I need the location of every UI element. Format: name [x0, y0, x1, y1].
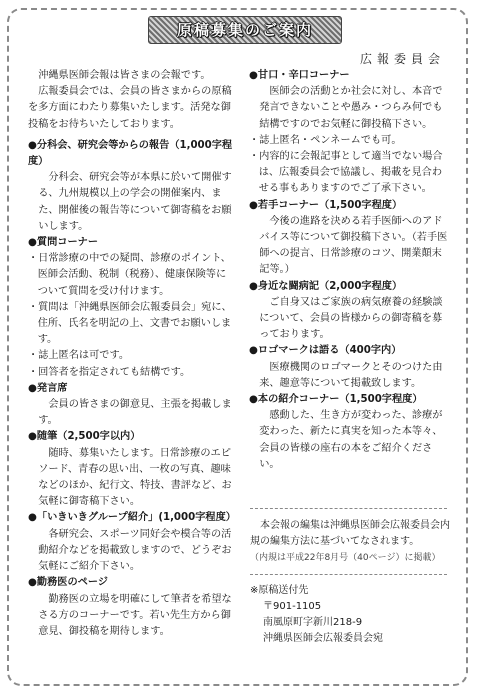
- committee-name: 広報委員会: [359, 52, 445, 66]
- section-heading-illness-record: ●身近な闘病記（2,000字程度）: [249, 280, 403, 292]
- section-heading-hospital-doctor: ●勤務医のページ: [28, 577, 108, 589]
- question-bullet: ・回答者を指定されても結構です。: [28, 366, 191, 378]
- section-body-group-intro: 各研究会、スポーツ同好会や模合等の活動紹介などを掲載致しますので、どうぞお気軽にご紹介下さい。: [38, 528, 232, 573]
- question-bullet: ・誌上匿名は可です。: [28, 350, 130, 362]
- divider: [250, 508, 447, 509]
- mailing-address: [250, 583, 454, 647]
- section-body-branch-report: 分科会、研究会等が本県に於いて開催する、九州規模以上の学会の開催案内、また、開催後の報告等について御寄稿をお願いします。: [38, 172, 232, 232]
- left-column: [28, 68, 236, 640]
- section-heading-questions: ●質問コーナー: [28, 237, 99, 249]
- section-body-opinion: 会員の皆さまの御意見、主張を掲載します。: [38, 399, 232, 427]
- recipient: 沖縄県医師会広報委員会宛: [263, 633, 383, 644]
- postal-code: 〒901-1105: [263, 601, 322, 612]
- editorial-note-ref: （内規は平成22年8月号（40ページ）に掲載）: [250, 553, 441, 563]
- section-body-young-doctors: 今後の進路を決める若手医師へのアドバイス等について御投稿下さい。（若手医師への提言、日常診療のコツ、開業顛末記等。）: [259, 215, 448, 276]
- divider: [250, 574, 447, 575]
- page-title: 原稿募集のご案内: [176, 21, 313, 39]
- section-body-essay: 随時、募集いたします。日常診療のエピソード、青春の思い出、一枚の写真、趣味などのほか、紀行文、特技、書評など、お気軽に御寄稿下さい。: [38, 447, 232, 508]
- question-bullet: ・質問は「沖縄県医師会広報委員会」宛に、住所、氏名を明記の上、文書でお願いします。: [28, 301, 232, 346]
- sweet-spicy-bullet: ・内容的に会報記事として適当でない場合は、広報委員会で協議し、掲載を見合わせる事もありますのでご了承下さい。: [249, 151, 443, 195]
- section-heading-logo-mark: ●ロゴマークは語る（400字内）: [249, 345, 402, 357]
- intro-line: 沖縄県医師会報は皆さまの会報です。: [38, 70, 211, 81]
- section-heading-essay: ●随筆（2,500字以内）: [28, 431, 141, 443]
- section-body-book-intro: 感動した、生き方が変わった、診療が変わった、新たに真実を知った本等々、会員の皆様の座右の本をご紹介ください。: [259, 410, 443, 470]
- section-heading-group-intro: ●「いきいきグループ紹介」(1,000字程度）: [28, 512, 236, 524]
- section-heading-book-intro: ●本の紹介コーナー（1,500字程度）: [249, 394, 423, 406]
- section-heading-young-doctors: ●若手コーナー（1,500字程度）: [249, 199, 403, 211]
- section-body-logo-mark: 医療機関のロゴマークとそのつけた由来、趣意等について掲載致します。: [259, 361, 443, 389]
- sweet-spicy-bullet: ・誌上匿名・ペンネームでも可。: [249, 134, 402, 146]
- section-body-hospital-doctor: 勤務医の立場を明確にして筆者を希望なさる方のコーナーです。若い先生方から御意見、御投稿を期待します。: [38, 593, 232, 637]
- editorial-note-text: 本会報の編集は沖縄県医師会広報委員会内規の編集方法に基づいてなされます。: [250, 520, 450, 547]
- right-column: [249, 68, 451, 473]
- street-address: 南風原町字新川218-9: [263, 617, 363, 628]
- section-heading-branch-report: ●分科会、研究会等からの報告（1,000字程度）: [28, 139, 233, 168]
- title-banner: [148, 16, 342, 44]
- section-heading-sweet-spicy: ●甘口・辛口コーナー: [249, 70, 350, 81]
- editorial-note: [250, 518, 454, 566]
- section-body-sweet-spicy: 医師会の活動とか社会に対し、本音で発言できないことや愚み・つらみ何でも結構ですのでお気軽に御投稿下さい。: [259, 86, 443, 130]
- section-body-illness-record: ご自身又はご家族の病気療養の経験談について、会員の皆様からの御寄稿を募っております。: [259, 296, 443, 341]
- section-heading-opinion: ●発言席: [28, 382, 68, 394]
- intro-paragraph: 広報委員会では、会員の皆さまからの原稿を多方面にわたり募集いたします。活発な御投稿をお待ちいたしております。: [28, 86, 232, 130]
- question-bullet: ・日常診療の中での疑問、診療のポイント、医師会活動、税制（税務）、健康保険等について質問を受け付けます。: [28, 253, 231, 297]
- address-label: ※原稿送付先: [250, 585, 309, 596]
